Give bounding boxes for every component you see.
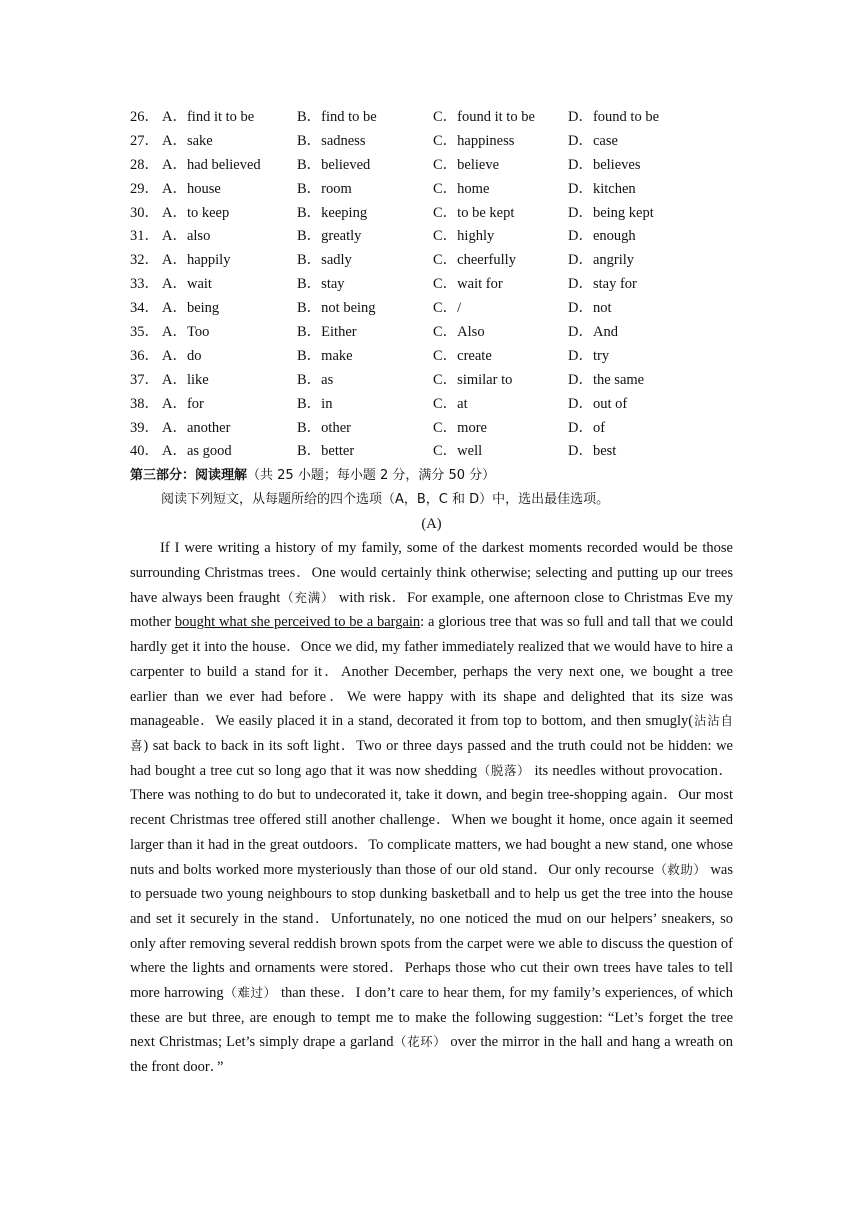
passage-text-1: If I were writing a history of my family, some of the darkest moments recorded would be those surrounding Christmas trees．One would certainly think otherwise; selecting and putting up our trees have always been fraught: [130, 540, 733, 606]
option-a: A．also: [162, 228, 211, 245]
question-number: 37．: [130, 371, 159, 388]
option-a: A．sake: [162, 132, 213, 149]
gloss-5: （难过）: [223, 985, 277, 1001]
passage-text-4: ) sat back to back in its soft light．Two or three days passed and the truth could not be hidden: we had bought a tree cut so long ago that it was now shedding: [130, 737, 733, 779]
option-c: C．more: [433, 419, 487, 436]
passage-text-3: : a glorious tree that was so full and tall that we could hardly get it into the house．Once we did, my father immediately realized that we would have to hire a carpenter to build a stand for it．Another December, perhaps the very next one, we bought a tree earlier than we ever had before．We were happy with its shape and delighted that its size was manageable．We easily placed it in a stand, decorated it from top to bottom, and then smugly(: [130, 614, 734, 730]
option-c: C．create: [433, 347, 492, 364]
option-c: C．to be kept: [433, 204, 515, 221]
question-row-40: [130, 440, 733, 464]
question-number: 34．: [130, 300, 159, 317]
question-row-38: [130, 393, 733, 417]
underlined-phrase: bought what she perceived to be a bargain: [174, 614, 421, 631]
passage-text-2: with risk．For example, one afternoon close to Christmas Eve my mother: [130, 589, 733, 631]
option-d: D．the same: [568, 371, 645, 388]
exam-page: [130, 106, 733, 1080]
option-b: B．sadly: [297, 252, 352, 269]
option-d: D．case: [568, 132, 618, 149]
option-b: B．room: [297, 180, 352, 197]
question-number: 32．: [130, 252, 159, 269]
option-a: A．being: [162, 300, 220, 317]
option-b: B．better: [297, 443, 355, 460]
question-row-31: [130, 225, 733, 249]
option-c: C．/: [433, 300, 462, 317]
option-b: B．Either: [297, 324, 357, 341]
section-title-bold: 第三部分：阅读理解: [130, 468, 248, 484]
option-a: A．to keep: [162, 204, 230, 221]
option-c: C．wait for: [433, 276, 503, 293]
option-a: A．for: [162, 395, 204, 412]
option-d: D．best: [568, 443, 617, 460]
option-d: D．try: [568, 347, 610, 364]
question-number: 33．: [130, 276, 159, 293]
option-c: C．well: [433, 443, 483, 460]
question-number: 31．: [130, 228, 159, 245]
option-a: A．as good: [162, 443, 232, 460]
gloss-2: 沾沾自喜: [130, 713, 733, 753]
question-row-30: [130, 202, 733, 226]
question-row-39: [130, 417, 733, 441]
question-number: 38．: [130, 395, 159, 412]
passage-text-6: was to persuade two young neighbours to stop dunking basketball and to help us get the tree into the house and set it securely in the stand．Unfortunately, no one noticed the mud on our helpers’ sneakers, so only after removing several reddish brown spots from the carpet were we able to discuss the question of where the lights and ornaments were stored．Perhaps those who cut their own trees have tales to tell more harrowing: [130, 861, 733, 1002]
option-c: C．home: [433, 180, 490, 197]
option-c: C．happiness: [433, 132, 515, 149]
question-row-27: [130, 130, 733, 154]
option-c: C．cheerfully: [433, 252, 516, 269]
option-b: B．find to be: [297, 109, 377, 125]
option-d: D．being kept: [568, 204, 654, 221]
question-row-37: [130, 369, 733, 393]
option-d: D．out of: [568, 395, 628, 412]
option-a: A．wait: [162, 276, 212, 293]
gloss-3: （脱落）: [477, 762, 531, 778]
question-number: 27．: [130, 132, 159, 149]
passage-label: (A): [421, 516, 442, 533]
gloss-6: （花环）: [393, 1034, 447, 1050]
question-number: 28．: [130, 156, 159, 173]
option-b: B．other: [297, 419, 351, 436]
option-d: D．kitchen: [568, 180, 636, 197]
question-number: 39．: [130, 419, 159, 436]
passage-text-5: its needles without provocation．There was nothing to do but to undecorated it, take it down, and begin tree-shopping again．Our most recent Christmas tree offered still another challenge．When we bought it home, once again it seemed larger than it had in the great outdoors．To complicate matters, we had bought a new stand, one whose nuts and bolts worked more mysteriously than those of our old stand．Our only recourse: [130, 762, 733, 878]
question-number: 26．: [130, 109, 159, 125]
gloss-4: （救助）: [653, 861, 707, 877]
option-d: D．enough: [568, 228, 636, 245]
question-number: 36．: [130, 347, 159, 364]
question-row-32: [130, 249, 733, 273]
option-b: B．not being: [297, 300, 376, 317]
option-d: D．angrily: [568, 252, 635, 269]
question-row-34: [130, 297, 733, 321]
option-a: A．do: [162, 347, 202, 364]
option-a: A．Too: [162, 324, 210, 341]
section-heading: [130, 464, 733, 487]
option-b: B．make: [297, 347, 353, 364]
option-a: A．another: [162, 419, 231, 436]
option-d: D．believes: [568, 156, 641, 173]
option-c: C．highly: [433, 228, 495, 245]
section-instruction: 阅读下列短文，从每题所给的四个选项（A，B，C 和 D）中，选出最佳选项。: [161, 492, 610, 508]
passage-paragraph: [130, 536, 733, 1079]
option-b: B．stay: [297, 276, 345, 293]
question-number: 29．: [130, 180, 159, 197]
answer-options-list: [130, 106, 733, 464]
option-d: D．stay for: [568, 276, 637, 293]
option-c: C．believe: [433, 156, 500, 173]
question-row-29: [130, 178, 733, 202]
gloss-1: （充满）: [280, 589, 335, 605]
option-b: B．greatly: [297, 228, 362, 245]
option-c: C．found it to be: [433, 109, 535, 125]
option-a: A．happily: [162, 252, 231, 269]
option-a: A．house: [162, 180, 221, 197]
option-c: C．Also: [433, 324, 485, 341]
question-row-33: [130, 273, 733, 297]
question-row-28: [130, 154, 733, 178]
option-d: D．And: [568, 324, 618, 341]
passage-text-7: than these．I don’t care to hear them, for my family’s experiences, of which these are but three, are enough to tempt me to make the following suggestion: “Let’s forget the tree next Christmas; Let’s simply drape a garland: [130, 985, 733, 1051]
option-d: D．not: [568, 300, 612, 317]
section-title-detail: （共 25 小题；每小题 2 分，满分 50 分）: [247, 468, 496, 484]
option-b: B．believed: [297, 156, 371, 173]
option-b: B．as: [297, 371, 334, 388]
question-number: 30．: [130, 204, 159, 221]
option-b: B．sadness: [297, 132, 366, 149]
question-row-36: [130, 345, 733, 369]
option-b: B．keeping: [297, 204, 368, 221]
option-c: C．similar to: [433, 371, 513, 388]
option-c: C．at: [433, 395, 468, 412]
option-a: A．like: [162, 371, 209, 388]
option-a: A．had believed: [162, 156, 261, 173]
question-number: 40．: [130, 443, 159, 460]
option-d: D．found to be: [568, 109, 660, 125]
option-d: D．of: [568, 419, 606, 436]
option-b: B．in: [297, 395, 333, 412]
question-row-26: [130, 106, 733, 130]
passage-text-8: over the mirror in the hall and hang a wreath on the front door．”: [130, 1034, 733, 1076]
question-number: 35．: [130, 324, 159, 341]
question-row-35: [130, 321, 733, 345]
option-a: A．find it to be: [162, 109, 255, 125]
